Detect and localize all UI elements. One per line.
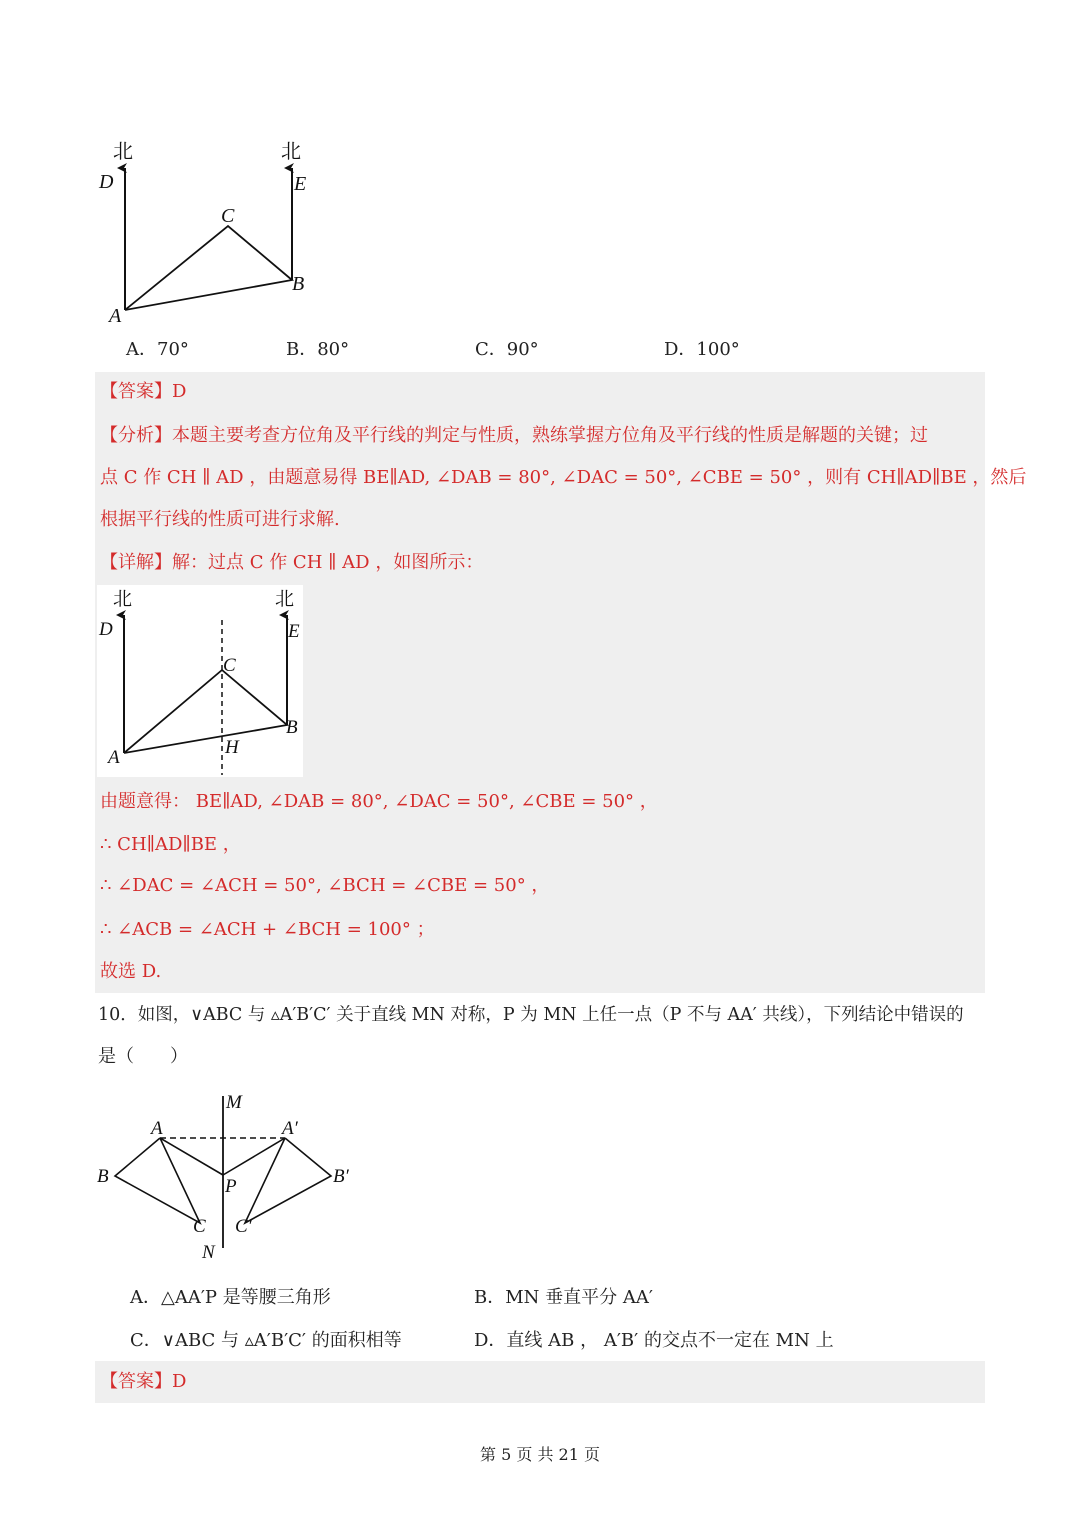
detail-intro: 【详解】解：过点 C 作 CH ∥ AD ，如图所示：: [100, 552, 484, 573]
svg-text:A: A: [108, 747, 120, 768]
figure-direction-angle: [95, 130, 335, 330]
svg-text:D: D: [99, 171, 114, 193]
svg-text:C: C: [193, 1216, 206, 1237]
svg-text:C: C: [223, 655, 236, 676]
svg-text:H: H: [225, 737, 239, 758]
svg-text:N: N: [202, 1242, 215, 1263]
svg-text:D: D: [99, 619, 113, 640]
detail-step-1: 由题意得： BE∥AD, ∠DAB = 80°, ∠DAC = 50°, ∠CBE = 50° ，: [100, 791, 658, 812]
svg-text:E: E: [294, 173, 307, 195]
q10-option-b[interactable]: B．MN 垂直平分 AA′: [474, 1287, 653, 1308]
detail-step-2: ∴ CH∥AD∥BE ，: [100, 834, 241, 855]
answer-line: 【答案】D: [100, 381, 187, 402]
svg-text:A: A: [151, 1118, 163, 1139]
q10-stem-line-2: 是（ ）: [98, 1046, 188, 1067]
svg-text:C: C: [221, 205, 235, 227]
q10-answer-block: [95, 1361, 985, 1403]
north-label-right: 北: [281, 139, 301, 163]
figure-with-auxiliary-line: [97, 585, 303, 777]
svg-text:M: M: [226, 1092, 242, 1113]
north-label-right-2: 北: [275, 588, 295, 610]
svg-text:A′: A′: [282, 1118, 298, 1139]
q10-answer-line: 【答案】D: [100, 1371, 187, 1392]
analysis-line-2: 点 C 作 CH ∥ AD ，由题意易得 BE∥AD, ∠DAB = 80°, ∠DAC = 50°, ∠CBE = 50° ，则有 CH∥AD∥BE ，然后: [100, 467, 1027, 488]
option-d[interactable]: D．100°: [664, 339, 740, 360]
svg-text:P: P: [225, 1176, 237, 1197]
option-a[interactable]: A．70°: [126, 339, 189, 360]
q10-option-c[interactable]: C．∨ABC 与 ▵A′B′C′ 的面积相等: [130, 1330, 402, 1351]
svg-text:B: B: [97, 1166, 109, 1187]
detail-step-3: ∴ ∠DAC = ∠ACH = 50°, ∠BCH = ∠CBE = 50° ，: [100, 875, 550, 896]
q10-option-d[interactable]: D．直线 AB ， A′B′ 的交点不一定在 MN 上: [474, 1330, 834, 1351]
detail-step-4: ∴ ∠ACB = ∠ACH + ∠BCH = 100° ；: [100, 919, 435, 940]
north-label-left-2: 北: [113, 588, 133, 610]
page-footer: 第 5 页 共 21 页: [480, 1445, 600, 1464]
svg-text:B′: B′: [333, 1166, 349, 1187]
analysis-line-3: 根据平行线的性质可进行求解.: [100, 509, 340, 530]
svg-text:E: E: [288, 621, 300, 642]
option-b[interactable]: B．80°: [286, 339, 350, 360]
figure-axial-symmetry: [95, 1088, 365, 1263]
q10-stem-line-1: 10．如图，∨ABC 与 ▵A′B′C′ 关于直线 MN 对称，P 为 MN 上任一点（P 不与 AA′ 共线），下列结论中错误的: [98, 1005, 964, 1025]
svg-text:B: B: [286, 717, 298, 738]
svg-text:B: B: [292, 273, 305, 295]
svg-text:C′: C′: [235, 1216, 252, 1237]
analysis-line-1: 【分析】本题主要考查方位角及平行线的判定与性质，熟练掌握方位角及平行线的性质是解题的关键；过: [100, 425, 928, 446]
north-label-left: 北: [113, 139, 133, 163]
detail-conclusion: 故选 D.: [100, 961, 162, 982]
q10-option-a[interactable]: A．△AA′P 是等腰三角形: [130, 1287, 331, 1308]
option-c[interactable]: C．90°: [475, 339, 539, 360]
svg-text:A: A: [109, 305, 122, 327]
